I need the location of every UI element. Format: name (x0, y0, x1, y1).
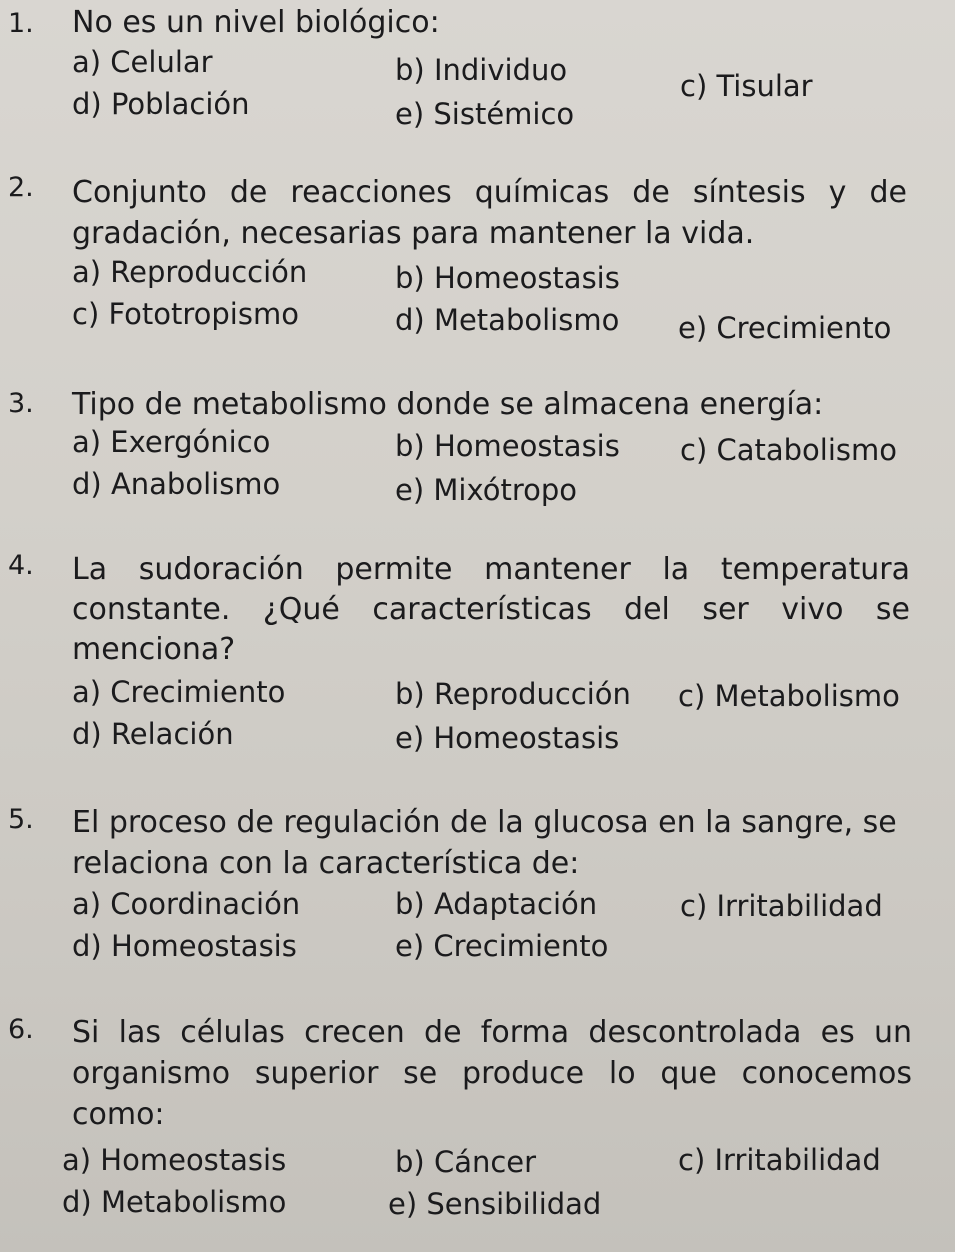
option-a[interactable]: a) Crecimiento (72, 675, 286, 709)
option-a[interactable]: a) Exergónico (72, 425, 271, 459)
option-d[interactable]: d) Metabolismo (62, 1185, 287, 1219)
option-d[interactable]: d) Homeostasis (72, 929, 297, 963)
option-e[interactable]: e) Crecimiento (395, 929, 609, 963)
question-stem (72, 550, 910, 670)
option-d[interactable]: d) Relación (72, 717, 234, 751)
question-number: 4. (8, 550, 34, 581)
stem-line: menciona? (72, 632, 236, 667)
option-b[interactable]: b) Reproducción (395, 677, 631, 711)
stem-line: Tipo de metabolismo donde se almacena energía: (72, 387, 824, 422)
question-number: 6. (8, 1014, 34, 1045)
option-e[interactable]: e) Sistémico (395, 97, 575, 131)
option-e[interactable]: e) Mixótropo (395, 473, 578, 507)
option-b[interactable]: b) Adaptación (395, 887, 598, 921)
option-b[interactable]: b) Cáncer (395, 1145, 537, 1179)
stem-line: como: (72, 1097, 165, 1132)
question-stem (72, 384, 912, 425)
option-a[interactable]: a) Celular (72, 45, 213, 79)
question-stem (72, 172, 907, 254)
option-d[interactable]: d) Anabolismo (72, 467, 281, 501)
option-e[interactable]: e) Homeostasis (395, 721, 620, 755)
question-stem (72, 2, 912, 43)
question-number: 3. (8, 388, 34, 419)
option-a[interactable]: a) Coordinación (72, 887, 301, 921)
stem-line: gradación, necesarias para mantener la vida. (72, 216, 755, 251)
question-stem (72, 802, 922, 884)
stem-line: constante. ¿Qué características del ser vivo se (72, 592, 910, 627)
option-b[interactable]: b) Homeostasis (395, 429, 620, 463)
option-c[interactable]: c) Irritabilidad (678, 1143, 881, 1177)
stem-line: El proceso de regulación de la glucosa en la sangre, se (72, 805, 897, 840)
option-a[interactable]: a) Reproducción (72, 255, 308, 289)
option-c[interactable]: c) Fototropismo (72, 297, 299, 331)
question-number: 2. (8, 172, 34, 203)
question-number: 5. (8, 804, 34, 835)
option-e[interactable]: e) Crecimiento (678, 311, 892, 345)
option-c[interactable]: c) Tisular (680, 69, 813, 103)
stem-line: La sudoración permite mantener la temperatura (72, 552, 910, 587)
option-b[interactable]: b) Individuo (395, 53, 568, 87)
option-c[interactable]: c) Metabolismo (678, 679, 900, 713)
stem-line: Si las células crecen de forma descontrolada es un (72, 1015, 912, 1050)
stem-line: relaciona con la característica de: (72, 846, 580, 881)
option-d[interactable]: d) Metabolismo (395, 303, 620, 337)
stem-line: organismo superior se produce lo que conocemos (72, 1056, 912, 1091)
option-b[interactable]: b) Homeostasis (395, 261, 620, 295)
stem-line: No es un nivel biológico: (72, 5, 440, 40)
option-c[interactable]: c) Irritabilidad (680, 889, 883, 923)
option-e[interactable]: e) Sensibilidad (388, 1187, 602, 1221)
stem-line: Conjunto de reacciones químicas de síntesis y de (72, 175, 907, 210)
option-d[interactable]: d) Población (72, 87, 250, 121)
question-number: 1. (8, 8, 34, 39)
question-stem (72, 1012, 912, 1135)
option-a[interactable]: a) Homeostasis (62, 1143, 287, 1177)
option-c[interactable]: c) Catabolismo (680, 433, 898, 467)
